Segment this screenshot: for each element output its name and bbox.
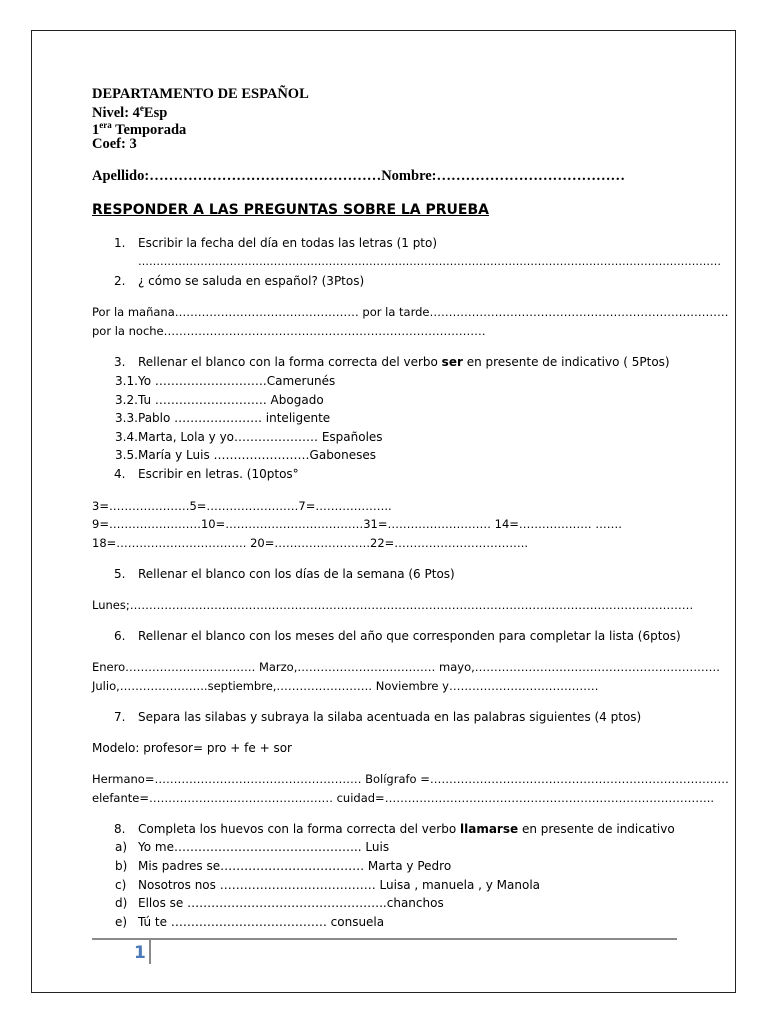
q2-answer-line-2: por la noche………………………………………………………………………… — [92, 324, 486, 338]
q3-item-num: 3.1. — [115, 374, 138, 388]
q3-text-a: Rellenar el blanco con la forma correcta del verbo — [138, 355, 442, 369]
page-title: RESPONDER A LAS PREGUNTAS SOBRE LA PRUEBA — [92, 202, 489, 218]
q8-item-text: Yo me……………………………………….. Luis — [138, 840, 390, 854]
surname-name-line: Apellido:…………………………………………Nombre:………………………………… — [92, 168, 626, 184]
coef-line — [92, 136, 137, 153]
q8-item-num: c) — [115, 878, 127, 892]
q3-number: 3. — [114, 355, 126, 369]
department-heading: DEPARTAMENTO DE ESPAÑOL — [92, 86, 309, 102]
level-suffix: Esp — [143, 104, 168, 121]
q8-item-text: Mis padres se……………………………… Marta y Pedro — [138, 859, 452, 873]
q6-answer-line-1: Enero……………………………. Marzo,……………………………… mayo,………………………………………………………. — [92, 660, 720, 674]
q3-text-c: en presente de indicativo ( 5Ptos) — [462, 355, 670, 369]
q3-item-text: Pablo …………………. inteligente — [138, 411, 331, 425]
q8-item-text: Nosotros nos ………………………………… Luisa , manuela , y Manola — [138, 878, 541, 892]
q3-item-text: María y Luis ……………………Gaboneses — [138, 448, 377, 462]
q3-item-num: 3.3. — [115, 411, 138, 425]
level-line — [92, 103, 167, 122]
q3-item-num: 3.4. — [115, 430, 138, 444]
q5-number: 5. — [114, 567, 126, 581]
term-suffix: Temporada — [111, 121, 187, 138]
q3-verb: ser — [441, 355, 463, 369]
q3-item-text: Tu ………………………. Abogado — [138, 393, 324, 407]
q4-text: Escribir en letras. (10ptos° — [138, 467, 299, 481]
q3-item-text: Yo ……………………….Camerunés — [138, 374, 336, 388]
level-sup: e — [139, 103, 144, 113]
q7-answer-line-2: elefante=………………………………………… cuidad=………………………………………………………………………….. — [92, 791, 715, 805]
q1-number: 1. — [114, 236, 126, 250]
coef-value: : 3 — [121, 136, 137, 152]
q3-item-num: 3.5. — [115, 448, 138, 462]
q7-answer-line-1: Hermano=……………………………………………… Bolígrafo =…………………………………………………………………… — [92, 772, 729, 786]
q3-text — [138, 355, 670, 369]
q2-text: ¿ cómo se saluda en español? (3Ptos) — [138, 274, 365, 288]
q8-item-num: a) — [115, 840, 128, 854]
q8-item-text: Tú te ………………………………… consuela — [138, 915, 385, 929]
q1-text: Escribir la fecha del día en todas las letras (1 pto) — [138, 236, 438, 250]
q1-answer-line: …………………………………………………………………………………………………………………………………………… — [138, 255, 721, 268]
page-number-divider — [149, 940, 151, 964]
q4-answer-line-3: 18=……………………………. 20=…………………….22=…………………………….. — [92, 536, 529, 550]
q8-item-num: e) — [115, 915, 128, 929]
q6-text: Rellenar el blanco con los meses del año que corresponden para completar la lista (6ptos) — [138, 629, 681, 643]
q3-item-text: Marta, Lola y yo………………… Españoles — [138, 430, 383, 444]
coef-label: Coef — [92, 136, 121, 152]
q6-number: 6. — [114, 629, 126, 643]
q3-item-num: 3.2. — [115, 393, 138, 407]
q6-answer-line-2: Julio,…………………..septiembre,……………………. Noviembre y………………………………… — [92, 679, 599, 693]
q5-answer-line: Lunes;………………………………………………………………………………………………………………………………… — [92, 598, 694, 612]
q7-number: 7. — [114, 710, 126, 724]
q8-item-text: Ellos se …………………………………………..chanchos — [138, 896, 444, 910]
term-sup: era — [99, 120, 112, 130]
q8-text-a: Completa los huevos con la forma correcta del verbo — [138, 822, 460, 836]
q8-text — [138, 822, 675, 836]
q4-answer-line-1: 3=…………………5=……………………7=……………….. — [92, 499, 392, 513]
q8-item-num: b) — [115, 859, 128, 873]
level-prefix: Nivel: 4 — [92, 104, 140, 121]
q8-number: 8. — [114, 822, 126, 836]
footer-rule — [92, 938, 677, 940]
page-number: 1 — [134, 943, 146, 963]
q2-answer-line-1: Por la mañana………………………………………… por la tarde…………………………………………………………………… — [92, 305, 729, 319]
q7-model: Modelo: profesor= pro + fe + sor — [92, 741, 292, 755]
q2-number: 2. — [114, 274, 126, 288]
q4-number: 4. — [114, 467, 126, 481]
q4-answer-line-2: 9=……………………10=………………………………31=……………………… 14=………………. ……. — [92, 517, 622, 531]
q8-text-c: en presente de indicativo — [518, 822, 675, 836]
q8-item-num: d) — [115, 896, 128, 910]
term-prefix: 1 — [92, 121, 100, 138]
q5-text: Rellenar el blanco con los días de la semana (6 Ptos) — [138, 567, 455, 581]
q7-text: Separa las silabas y subraya la silaba acentuada en las palabras siguientes (4 ptos) — [138, 710, 642, 724]
q8-verb: llamarse — [460, 822, 519, 836]
